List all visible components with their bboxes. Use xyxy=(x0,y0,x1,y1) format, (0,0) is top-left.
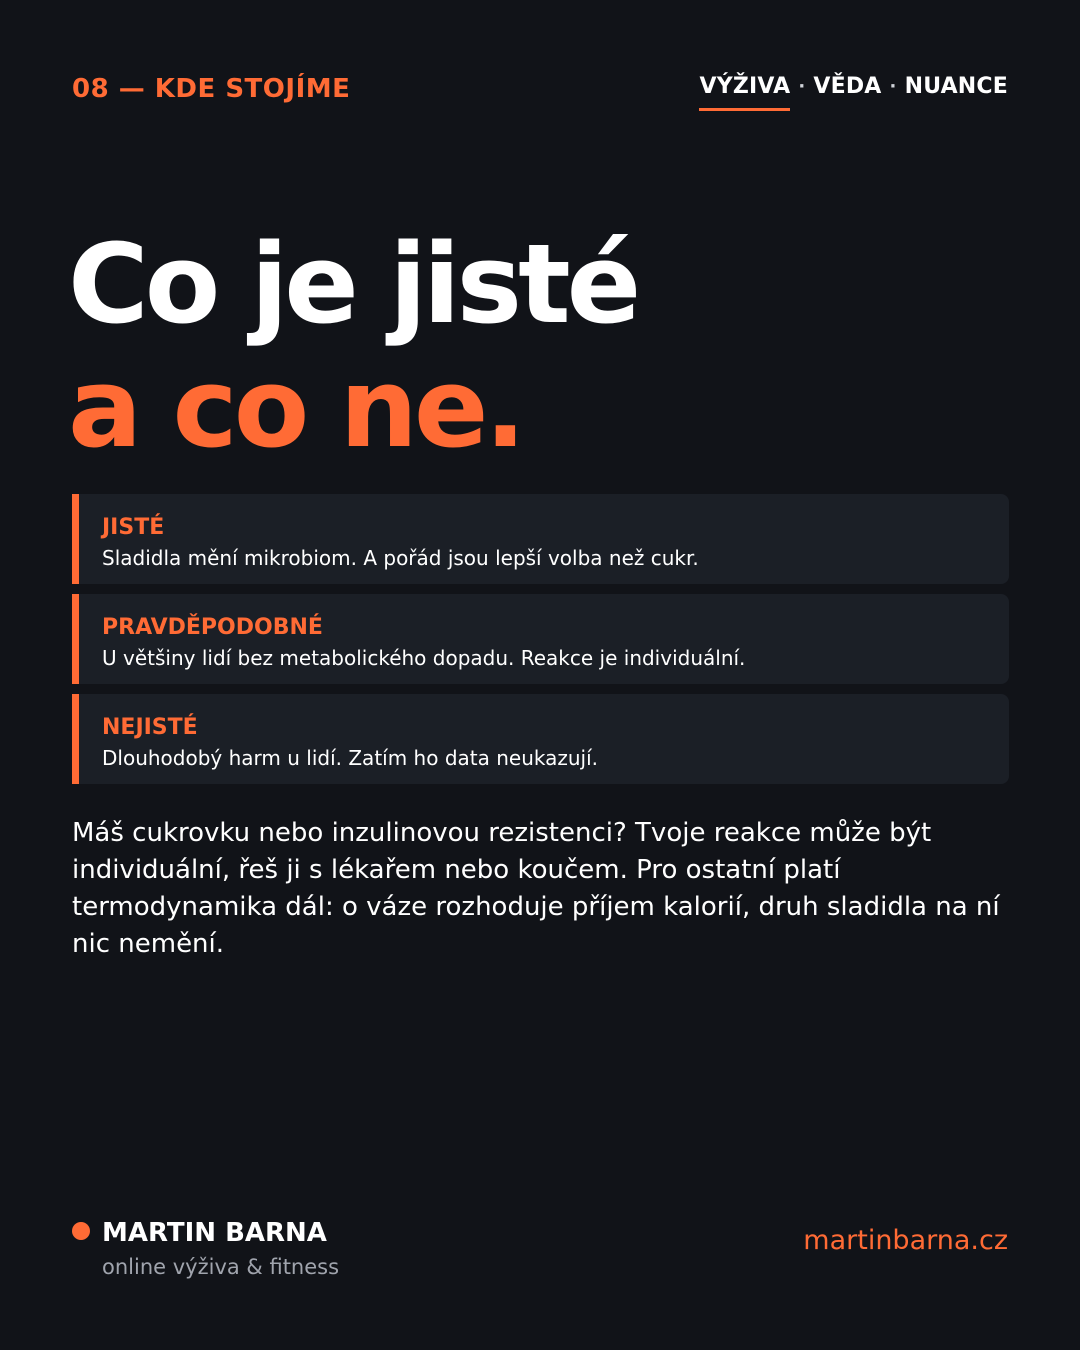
topic-vyziva[interactable]: VÝŽIVA xyxy=(699,74,791,99)
card-text: Sladidla mění mikrobiom. A pořád jsou lepší volba než cukr. xyxy=(102,546,699,570)
card-label: NEJISTÉ xyxy=(102,715,198,740)
card-probable xyxy=(72,594,1009,684)
body-paragraph: Máš cukrovku nebo inzulinovou rezistenci? Tvoje reakce může být individuální, řeš ji s lékařem nebo koučem. Pro ostatní platí termodynamika dál: o váze rozhoduje příjem kalorií, druh sladidla na ní nic nemění. xyxy=(72,818,1000,959)
topic-nav xyxy=(699,74,1008,99)
headline-line-1: Co je jisté xyxy=(68,220,638,348)
author-name: MARTIN BARNA xyxy=(102,1218,327,1248)
card-certain xyxy=(72,494,1009,584)
card-label: PRAVDĚPODOBNÉ xyxy=(102,615,323,640)
card-uncertain xyxy=(72,694,1009,784)
topic-separator: · xyxy=(889,76,897,97)
author-tagline: online výživa & fitness xyxy=(102,1255,340,1279)
topic-separator: · xyxy=(798,76,806,97)
topic-veda[interactable]: VĚDA xyxy=(813,74,882,99)
card-text: U většiny lidí bez metabolického dopadu. Reakce je individuální. xyxy=(102,646,746,670)
headline-line-2: a co ne. xyxy=(68,344,523,472)
card-text: Dlouhodobý harm u lidí. Zatím ho data neukazují. xyxy=(102,746,599,770)
website-link[interactable]: martinbarna.cz xyxy=(803,1225,1008,1256)
topic-nuance[interactable]: NUANCE xyxy=(904,74,1008,99)
certainty-cards xyxy=(72,494,1009,794)
card-label: JISTÉ xyxy=(102,515,165,540)
headline xyxy=(68,222,637,470)
section-kicker: 08 — KDE STOJÍME xyxy=(72,74,351,104)
brand-dot-icon xyxy=(72,1222,90,1240)
